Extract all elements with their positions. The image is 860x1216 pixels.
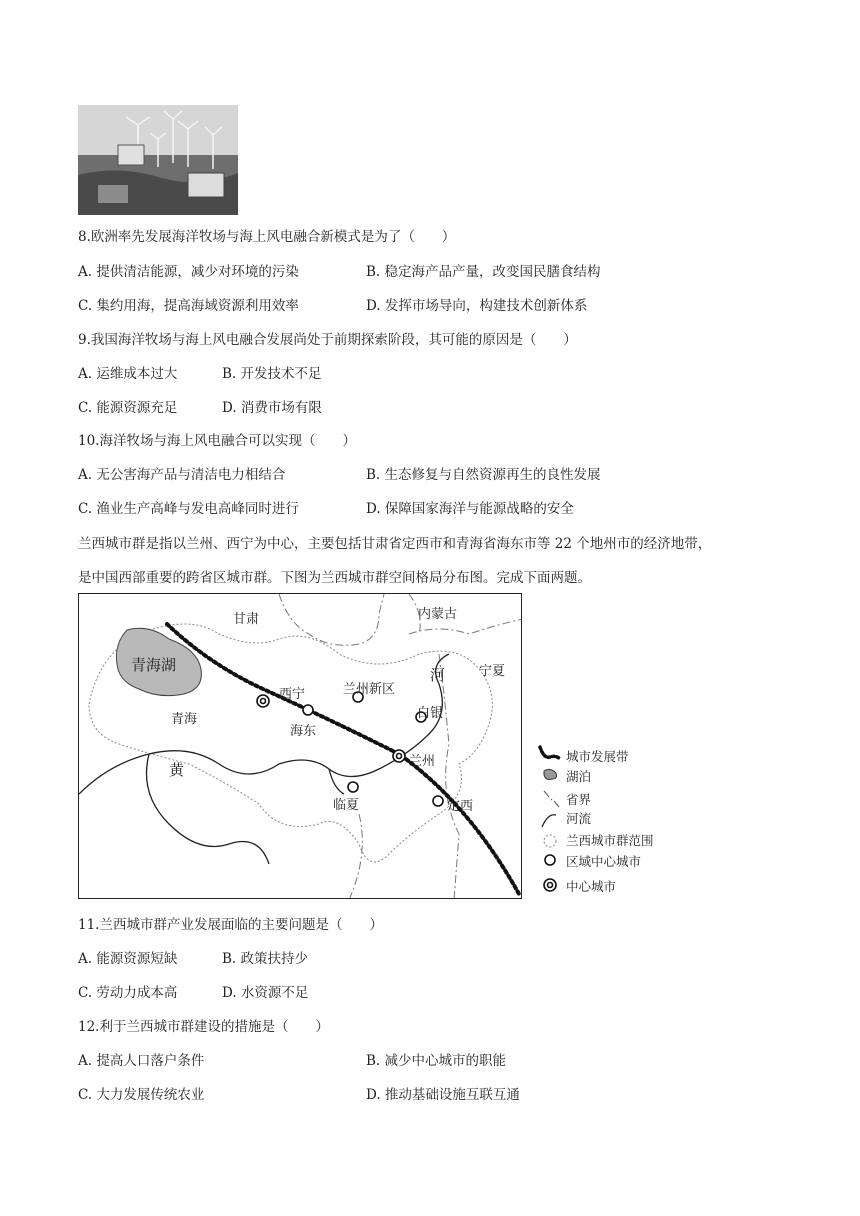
label-lanzhou: 兰州: [409, 754, 436, 769]
label-xining: 西宁: [279, 687, 306, 702]
q10-option-d[interactable]: D. 保障国家海洋与能源战略的安全: [366, 501, 574, 517]
q9-option-b[interactable]: B. 开发技术不足: [222, 366, 322, 382]
q8-option-b[interactable]: B. 稳定海产品产量，改变国民膳食结构: [366, 264, 601, 280]
q10-option-c[interactable]: C. 渔业生产高峰与发电高峰同时进行: [78, 501, 299, 517]
label-huang: 黄: [169, 761, 185, 779]
label-he: 河: [430, 666, 446, 684]
lanxi-city-cluster-map: [78, 593, 522, 899]
wind-farm-photo: [78, 105, 238, 215]
map-legend: [538, 745, 678, 895]
q12-option-a[interactable]: A. 提高人口落户条件: [78, 1053, 205, 1069]
q10-stem: 10.海洋牧场与海上风电融合可以实现（ ）: [78, 433, 356, 449]
q8-option-c[interactable]: C. 集约用海，提高海域资源利用效率: [78, 298, 299, 314]
q9-option-a[interactable]: A. 运维成本过大: [78, 366, 178, 382]
q9-stem: 9.我国海洋牧场与海上风电融合发展尚处于前期探索阶段，其可能的原因是（ ）: [78, 332, 577, 348]
q10-option-b[interactable]: B. 生态修复与自然资源再生的良性发展: [366, 467, 601, 483]
q11-option-c[interactable]: C. 劳动力成本高: [78, 985, 178, 1001]
intro-line-2: 是中国西部重要的跨省区城市群。下图为兰西城市群空间格局分布图。完成下面两题。: [78, 570, 591, 586]
q12-option-b[interactable]: B. 减少中心城市的职能: [366, 1053, 507, 1069]
q9-option-d[interactable]: D. 消费市场有限: [222, 400, 322, 416]
q8-option-a[interactable]: A. 提供清洁能源，减少对环境的污染: [78, 264, 299, 280]
label-haidong: 海东: [290, 724, 317, 739]
q11-option-b[interactable]: B. 政策扶持少: [222, 951, 309, 967]
legend-belt: 城市发展带: [566, 749, 629, 764]
q11-stem: 11.兰西城市群产业发展面临的主要问题是（ ）: [78, 917, 383, 933]
label-neimenggu: 内蒙古: [418, 607, 458, 622]
label-linxia: 临夏: [333, 798, 360, 813]
q8-option-d[interactable]: D. 发挥市场导向，构建技术创新体系: [366, 298, 588, 314]
q8-stem: 8.欧洲率先发展海洋牧场与海上风电融合新模式是为了（ ）: [78, 229, 456, 245]
label-baiyin: 白银: [417, 706, 444, 721]
q11-option-d[interactable]: D. 水资源不足: [222, 985, 309, 1001]
label-dingxi: 定西: [447, 799, 474, 814]
legend-lake: 湖泊: [566, 769, 592, 784]
q11-option-a[interactable]: A. 能源资源短缺: [78, 951, 178, 967]
label-gansu: 甘肃: [233, 612, 260, 627]
legend-border: 省界: [566, 792, 592, 807]
label-lanzhou-xinqu: 兰州新区: [343, 682, 396, 697]
legend-river: 河流: [566, 811, 592, 826]
intro-line-1: 兰西城市群是指以兰州、西宁为中心，主要包括甘肃省定西市和青海省海东市等 22 个地州市的经济地带，: [78, 536, 712, 552]
legend-central: 中心城市: [566, 879, 617, 894]
legend-range: 兰西城市群范围: [566, 833, 654, 848]
label-ningxia: 宁夏: [479, 664, 506, 679]
label-qinghai: 青海: [171, 712, 198, 727]
q12-option-d[interactable]: D. 推动基础设施互联互通: [366, 1087, 520, 1103]
q10-option-a[interactable]: A. 无公害海产品与清洁电力相结合: [78, 467, 286, 483]
q12-option-c[interactable]: C. 大力发展传统农业: [78, 1087, 205, 1103]
q12-stem: 12.利于兰西城市群建设的措施是（ ）: [78, 1019, 329, 1035]
q9-option-c[interactable]: C. 能源资源充足: [78, 400, 178, 416]
label-qinghaihu: 青海湖: [131, 656, 177, 674]
legend-regional: 区域中心城市: [566, 854, 642, 869]
